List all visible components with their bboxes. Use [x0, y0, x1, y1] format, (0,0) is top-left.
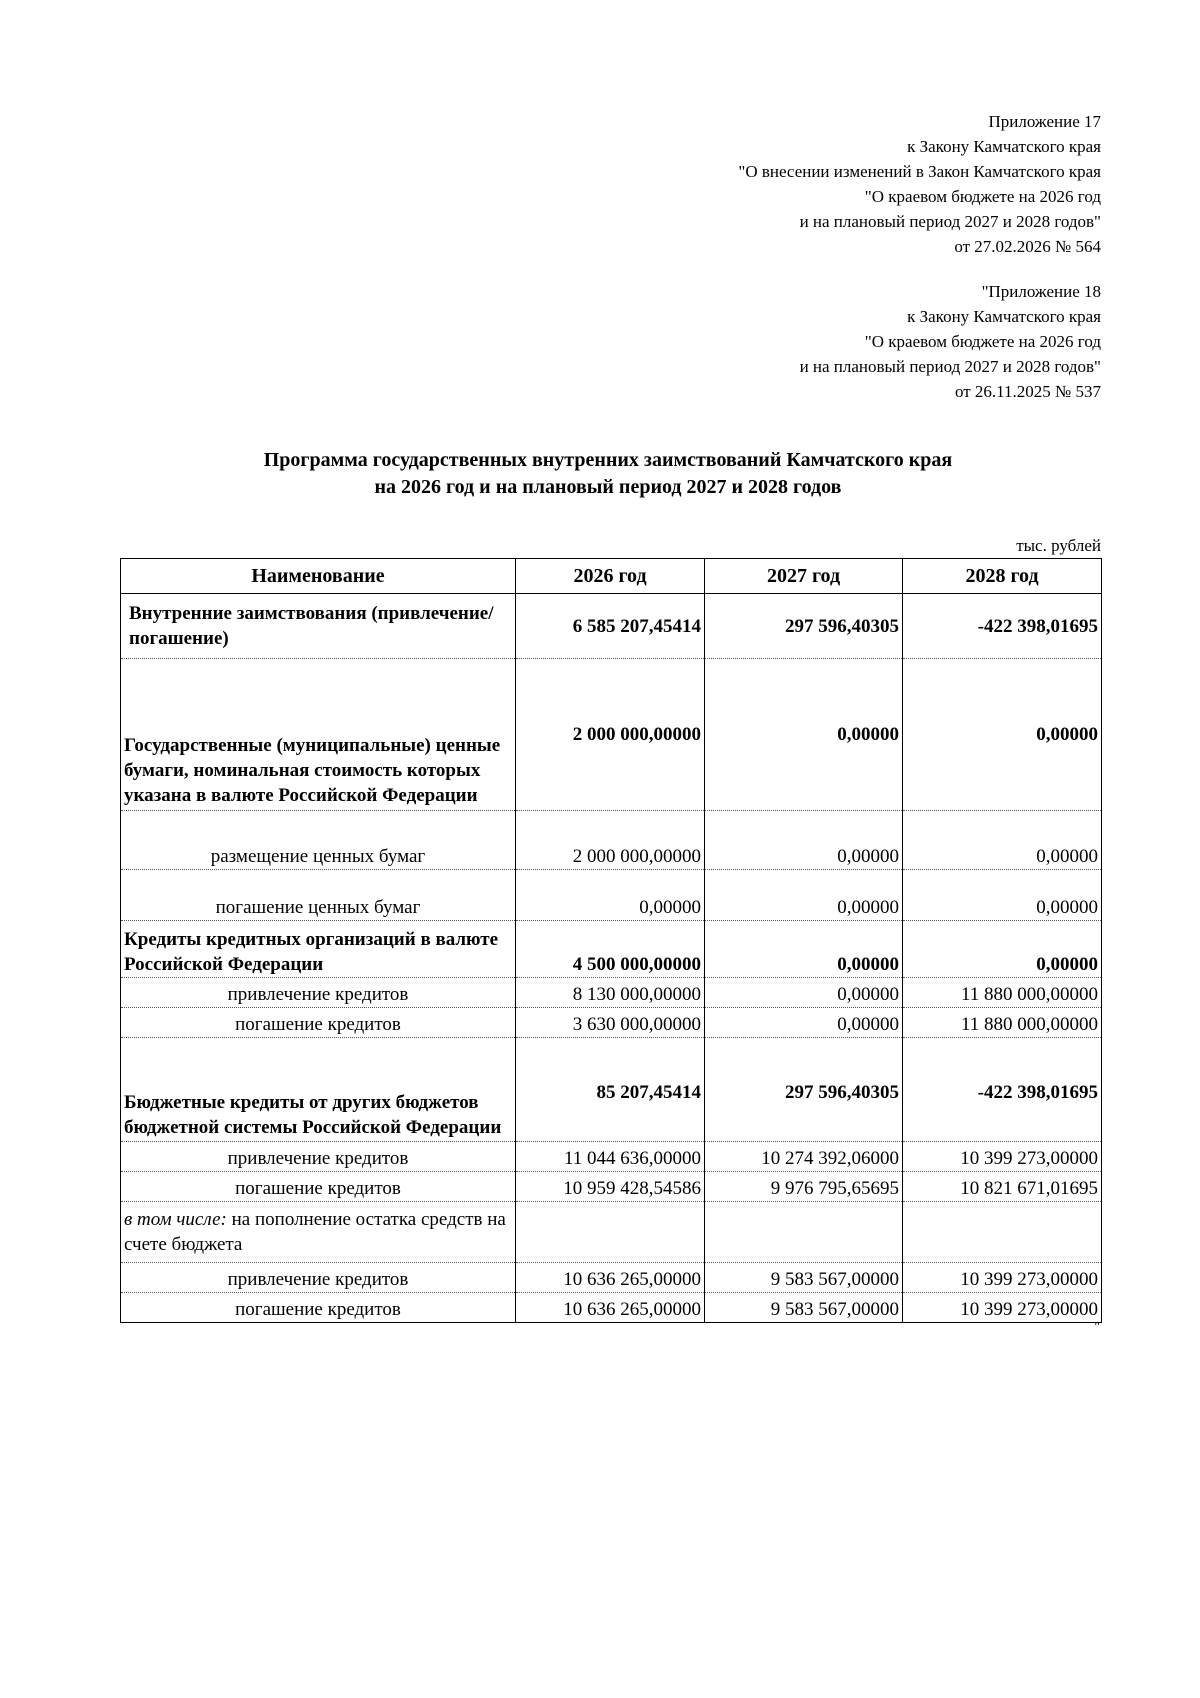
- table-row-credit-org-section: [121, 921, 1102, 978]
- annex-17-line: "О краевом бюджете на 2026 год: [864, 187, 1101, 206]
- column-header-2028: 2028 год: [903, 559, 1102, 594]
- value-2026: 0,00000: [516, 870, 705, 921]
- value-2026: 4 500 000,00000: [516, 921, 705, 978]
- annex-17-line: "О внесении изменений в Закон Камчатского края: [738, 162, 1101, 181]
- value-2028: 11 880 000,00000: [903, 978, 1102, 1008]
- value-2028: -422 398,01695: [903, 594, 1102, 659]
- column-header-2026: 2026 год: [516, 559, 705, 594]
- value-2027: 0,00000: [705, 921, 903, 978]
- value-2028: 10 821 671,01695: [903, 1172, 1102, 1202]
- value-2027: 0,00000: [705, 811, 903, 870]
- table-row-securities-repayment: [121, 870, 1102, 921]
- row-name: Бюджетные кредиты от других бюджетов бюджетной системы Российской Федерации: [121, 1038, 516, 1142]
- table-row-securities-section: [121, 659, 1102, 811]
- row-name: [121, 1202, 516, 1263]
- table-row-balance-repayment: [121, 1293, 1102, 1323]
- row-name: погашение кредитов: [121, 1293, 516, 1323]
- value-2027: 0,00000: [705, 659, 903, 811]
- table-row-budget-attraction: [121, 1142, 1102, 1172]
- value-2028: 0,00000: [903, 659, 1102, 811]
- units-label: тыс. рублей: [1016, 536, 1101, 555]
- annex-18-header: [800, 279, 1101, 404]
- document-title-line-1: Программа государственных внутренних заимствований Камчатского края: [263, 449, 953, 471]
- annex-17-header: [738, 109, 1101, 259]
- value-2027: 297 596,40305: [705, 1038, 903, 1142]
- value-2026: 85 207,45414: [516, 1038, 705, 1142]
- row-name: привлечение кредитов: [121, 978, 516, 1008]
- value-2027: 9 583 567,00000: [705, 1263, 903, 1293]
- table-header-row: [121, 559, 1102, 594]
- table-row-total-borrowing: [121, 594, 1102, 659]
- column-header-name: Наименование: [121, 559, 516, 594]
- annex-18-line: от 26.11.2025 № 537: [954, 382, 1101, 401]
- value-2027: 0,00000: [705, 870, 903, 921]
- annex-17-line: к Закону Камчатского края: [907, 137, 1101, 156]
- table-row-credit-attraction: [121, 978, 1102, 1008]
- row-name: погашение кредитов: [121, 1008, 516, 1038]
- value-2026: 11 044 636,00000: [516, 1142, 705, 1172]
- table-row-including-balance: [121, 1202, 1102, 1263]
- row-name: Государственные (муниципальные) ценные бумаги, номинальная стоимость которых указана в валюте Российской Федерации: [121, 659, 516, 811]
- row-name: Кредиты кредитных организаций в валюте Российской Федерации: [121, 921, 516, 978]
- row-name: [121, 594, 516, 659]
- value-2026: 10 636 265,00000: [516, 1263, 705, 1293]
- table-row-balance-attraction: [121, 1263, 1102, 1293]
- value-2027: 0,00000: [705, 1008, 903, 1038]
- table-row-budget-repayment: [121, 1172, 1102, 1202]
- value-2026: 8 130 000,00000: [516, 978, 705, 1008]
- value-2028: 0,00000: [903, 870, 1102, 921]
- row-name: привлечение кредитов: [121, 1142, 516, 1172]
- value-2026: 10 959 428,54586: [516, 1172, 705, 1202]
- value-2027: [705, 1202, 903, 1263]
- table-row-credit-repayment: [121, 1008, 1102, 1038]
- annex-18-line: и на плановый период 2027 и 2028 годов": [799, 357, 1101, 376]
- value-2026: 3 630 000,00000: [516, 1008, 705, 1038]
- row-name-text: на пополнение остатка средств на счете бюджета: [124, 1209, 506, 1255]
- including-label: в том числе:: [124, 1209, 227, 1230]
- value-2028: 0,00000: [903, 811, 1102, 870]
- value-2028: 10 399 273,00000: [903, 1142, 1102, 1172]
- closing-quote-mark: ": [1094, 1320, 1100, 1335]
- row-name: размещение ценных бумаг: [121, 811, 516, 870]
- annex-18-line: к Закону Камчатского края: [907, 307, 1101, 326]
- value-2026: 6 585 207,45414: [516, 594, 705, 659]
- value-2027: 9 583 567,00000: [705, 1293, 903, 1323]
- annex-17-line: от 27.02.2026 № 564: [954, 237, 1101, 256]
- annex-17-line: и на плановый период 2027 и 2028 годов": [799, 212, 1101, 231]
- value-2027: 297 596,40305: [705, 594, 903, 659]
- value-2026: [516, 1202, 705, 1263]
- value-2028: 10 399 273,00000: [903, 1293, 1102, 1323]
- document-title: [120, 447, 1096, 501]
- row-name-text: Внутренние заимствования (привлечение/погашение): [129, 603, 494, 649]
- value-2026: 10 636 265,00000: [516, 1293, 705, 1323]
- value-2028: 10 399 273,00000: [903, 1263, 1102, 1293]
- row-name: погашение кредитов: [121, 1172, 516, 1202]
- value-2027: 10 274 392,06000: [705, 1142, 903, 1172]
- value-2028: [903, 1202, 1102, 1263]
- table-row-securities-placement: [121, 811, 1102, 870]
- value-2027: 9 976 795,65695: [705, 1172, 903, 1202]
- borrowing-program-table: [120, 558, 1102, 1323]
- value-2027: 0,00000: [705, 978, 903, 1008]
- column-header-2027: 2027 год: [705, 559, 903, 594]
- annex-17-line: Приложение 17: [988, 112, 1101, 131]
- annex-18-line: "О краевом бюджете на 2026 год: [864, 332, 1101, 351]
- value-2028: 0,00000: [903, 921, 1102, 978]
- row-name: погашение ценных бумаг: [121, 870, 516, 921]
- value-2026: 2 000 000,00000: [516, 659, 705, 811]
- value-2026: 2 000 000,00000: [516, 811, 705, 870]
- table-row-budget-credit-section: [121, 1038, 1102, 1142]
- value-2028: -422 398,01695: [903, 1038, 1102, 1142]
- annex-18-line: "Приложение 18: [981, 282, 1101, 301]
- row-name: привлечение кредитов: [121, 1263, 516, 1293]
- document-title-line-2: на 2026 год и на плановый период 2027 и 2028 годов: [374, 476, 842, 498]
- value-2028: 11 880 000,00000: [903, 1008, 1102, 1038]
